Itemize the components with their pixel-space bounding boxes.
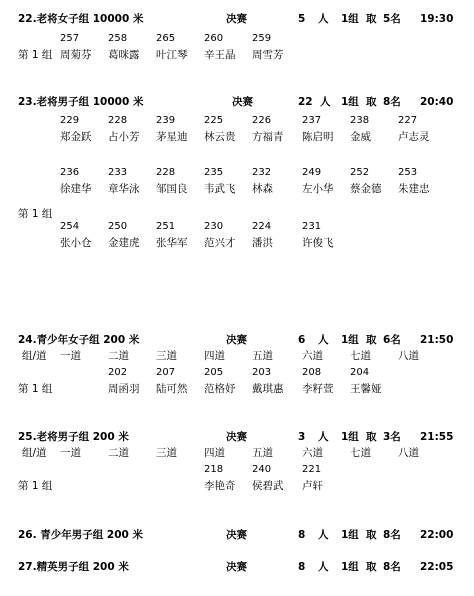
bib-number: 230 [204, 221, 224, 232]
group-label: 第 1 组 [18, 208, 53, 220]
bib-number: 237 [302, 115, 322, 126]
bib-number: 240 [252, 464, 272, 475]
athlete-name: 陆可然 [156, 383, 188, 395]
athlete-name: 金建虎 [108, 237, 140, 249]
bib-number: 257 [60, 33, 80, 44]
athlete-name: 戴琪惠 [252, 383, 284, 395]
bib-number: 208 [302, 367, 322, 378]
lane-header: 一道 [60, 447, 81, 459]
athlete-name: 许俊飞 [302, 237, 334, 249]
lane-header: 七道 [350, 447, 371, 459]
event-27-count: 8 [298, 561, 306, 573]
bib-number: 238 [350, 115, 370, 126]
bib-number: 218 [204, 464, 224, 475]
bib-number: 221 [302, 464, 322, 475]
event-24-groups: 1组 [341, 334, 359, 346]
bib-number: 260 [204, 33, 224, 44]
event-24-qualify: 6名 [383, 334, 401, 346]
lane-header: 四道 [204, 447, 225, 459]
bib-number: 202 [108, 367, 128, 378]
athlete-name: 徐建华 [60, 183, 92, 195]
bib-number: 228 [108, 115, 128, 126]
event-23-unit: 人 [320, 96, 331, 108]
event-25-qualify: 3名 [383, 431, 401, 443]
event-27-take: 取 [366, 561, 377, 573]
bib-number: 265 [156, 33, 176, 44]
bib-number: 233 [108, 167, 128, 178]
athlete-name: 周菊芬 [60, 49, 92, 61]
bib-number: 231 [302, 221, 322, 232]
event-23-qualify: 8名 [383, 96, 401, 108]
lane-header: 四道 [204, 350, 225, 362]
bib-number: 251 [156, 221, 176, 232]
bib-number: 235 [204, 167, 224, 178]
athlete-name: 茅星迪 [156, 131, 188, 143]
athlete-name: 邹国良 [156, 183, 188, 195]
lane-header: 五道 [252, 350, 273, 362]
athlete-name: 韦武飞 [204, 183, 236, 195]
bib-number: 228 [156, 167, 176, 178]
lane-header: 五道 [252, 447, 273, 459]
event-24-round: 决赛 [226, 334, 247, 346]
athlete-name: 金威 [350, 131, 371, 143]
athlete-name: 李艳奇 [204, 480, 236, 492]
event-24-take: 取 [366, 334, 377, 346]
bib-number: 227 [398, 115, 418, 126]
lane-header: 二道 [108, 350, 129, 362]
bib-number: 207 [156, 367, 176, 378]
event-25-time: 21:55 [420, 431, 454, 443]
event-26-round: 决赛 [226, 529, 247, 541]
lane-header: 三道 [156, 447, 177, 459]
bib-number: 250 [108, 221, 128, 232]
event-25-count: 3 [298, 431, 306, 443]
athlete-name: 侯碧武 [252, 480, 284, 492]
athlete-name: 周函羽 [108, 383, 140, 395]
athlete-name: 方福青 [252, 131, 284, 143]
athlete-name: 李籽萱 [302, 383, 334, 395]
event-27-unit: 人 [318, 561, 329, 573]
bib-number: 203 [252, 367, 272, 378]
bib-number: 259 [252, 33, 272, 44]
bib-number: 254 [60, 221, 80, 232]
bib-number: 239 [156, 115, 176, 126]
event-25-title: 25.老将男子组 200 米 [18, 431, 129, 443]
bib-number: 249 [302, 167, 322, 178]
event-22-title: 22.老将女子组 10000 米 [18, 13, 144, 25]
event-25-take: 取 [366, 431, 377, 443]
event-22-take: 取 [366, 13, 377, 25]
athlete-name: 章华泳 [108, 183, 140, 195]
athlete-name: 叶江琴 [156, 49, 188, 61]
athlete-name: 林森 [252, 183, 273, 195]
event-25-groups: 1组 [341, 431, 359, 443]
event-22-qualify: 5名 [383, 13, 401, 25]
event-26-count: 8 [298, 529, 306, 541]
event-22-round: 决赛 [226, 13, 247, 25]
lane-header-group: 组/道 [22, 350, 47, 362]
athlete-name: 林云贵 [204, 131, 236, 143]
lane-header: 三道 [156, 350, 177, 362]
lane-header: 一道 [60, 350, 81, 362]
athlete-name: 张小仓 [60, 237, 92, 249]
event-27-round: 决赛 [226, 561, 247, 573]
athlete-name: 张华军 [156, 237, 188, 249]
event-22-time: 19:30 [420, 13, 454, 25]
bib-number: 205 [204, 367, 224, 378]
event-24-unit: 人 [318, 334, 329, 346]
athlete-name: 陈启明 [302, 131, 334, 143]
lane-header: 七道 [350, 350, 371, 362]
athlete-name: 范兴才 [204, 237, 236, 249]
bib-number: 252 [350, 167, 370, 178]
group-label: 第 1 组 [18, 383, 53, 395]
event-22-count: 5 [298, 13, 306, 25]
lane-header: 六道 [302, 447, 323, 459]
athlete-name: 范格妤 [204, 383, 236, 395]
event-23-time: 20:40 [420, 96, 454, 108]
lane-header: 二道 [108, 447, 129, 459]
athlete-name: 左小华 [302, 183, 334, 195]
athlete-name: 卢志灵 [398, 131, 430, 143]
lane-header: 八道 [398, 350, 419, 362]
event-26-take: 取 [366, 529, 377, 541]
event-27-time: 22:05 [420, 561, 454, 573]
athlete-name: 潘洪 [252, 237, 273, 249]
bib-number: 236 [60, 167, 80, 178]
event-27-qualify: 8名 [383, 561, 401, 573]
athlete-name: 辛王晶 [204, 49, 236, 61]
event-22-groups: 1组 [341, 13, 359, 25]
event-23-count: 22 [298, 96, 313, 108]
event-23-take: 取 [366, 96, 377, 108]
event-25-unit: 人 [318, 431, 329, 443]
event-26-groups: 1组 [341, 529, 359, 541]
event-26-title: 26. 青少年男子组 200 米 [18, 529, 143, 541]
athlete-name: 周雪芳 [252, 49, 284, 61]
event-27-title: 27.精英男子组 200 米 [18, 561, 129, 573]
lane-header: 八道 [398, 447, 419, 459]
event-23-groups: 1组 [341, 96, 359, 108]
event-24-time: 21:50 [420, 334, 454, 346]
athlete-name: 卢轩 [302, 480, 323, 492]
bib-number: 253 [398, 167, 418, 178]
event-23-title: 23.老将男子组 10000 米 [18, 96, 144, 108]
athlete-name: 葛咪露 [108, 49, 140, 61]
lane-header: 六道 [302, 350, 323, 362]
event-25-round: 决赛 [226, 431, 247, 443]
athlete-name: 朱建忠 [398, 183, 430, 195]
event-26-qualify: 8名 [383, 529, 401, 541]
bib-number: 225 [204, 115, 224, 126]
bib-number: 232 [252, 167, 272, 178]
event-23-round: 决赛 [232, 96, 253, 108]
athlete-name: 郑金跃 [60, 131, 92, 143]
event-26-time: 22:00 [420, 529, 454, 541]
bib-number: 258 [108, 33, 128, 44]
athlete-name: 王馨娅 [350, 383, 382, 395]
lane-header-group: 组/道 [22, 447, 47, 459]
athlete-name: 蔡金德 [350, 183, 382, 195]
athlete-name: 占小芳 [108, 131, 140, 143]
event-24-title: 24.青少年女子组 200 米 [18, 334, 140, 346]
event-27-groups: 1组 [341, 561, 359, 573]
bib-number: 226 [252, 115, 272, 126]
event-26-unit: 人 [318, 529, 329, 541]
bib-number: 224 [252, 221, 272, 232]
group-label: 第 1 组 [18, 480, 53, 492]
group-label: 第 1 组 [18, 49, 53, 61]
bib-number: 204 [350, 367, 370, 378]
bib-number: 229 [60, 115, 80, 126]
event-22-unit: 人 [318, 13, 329, 25]
event-24-count: 6 [298, 334, 306, 346]
